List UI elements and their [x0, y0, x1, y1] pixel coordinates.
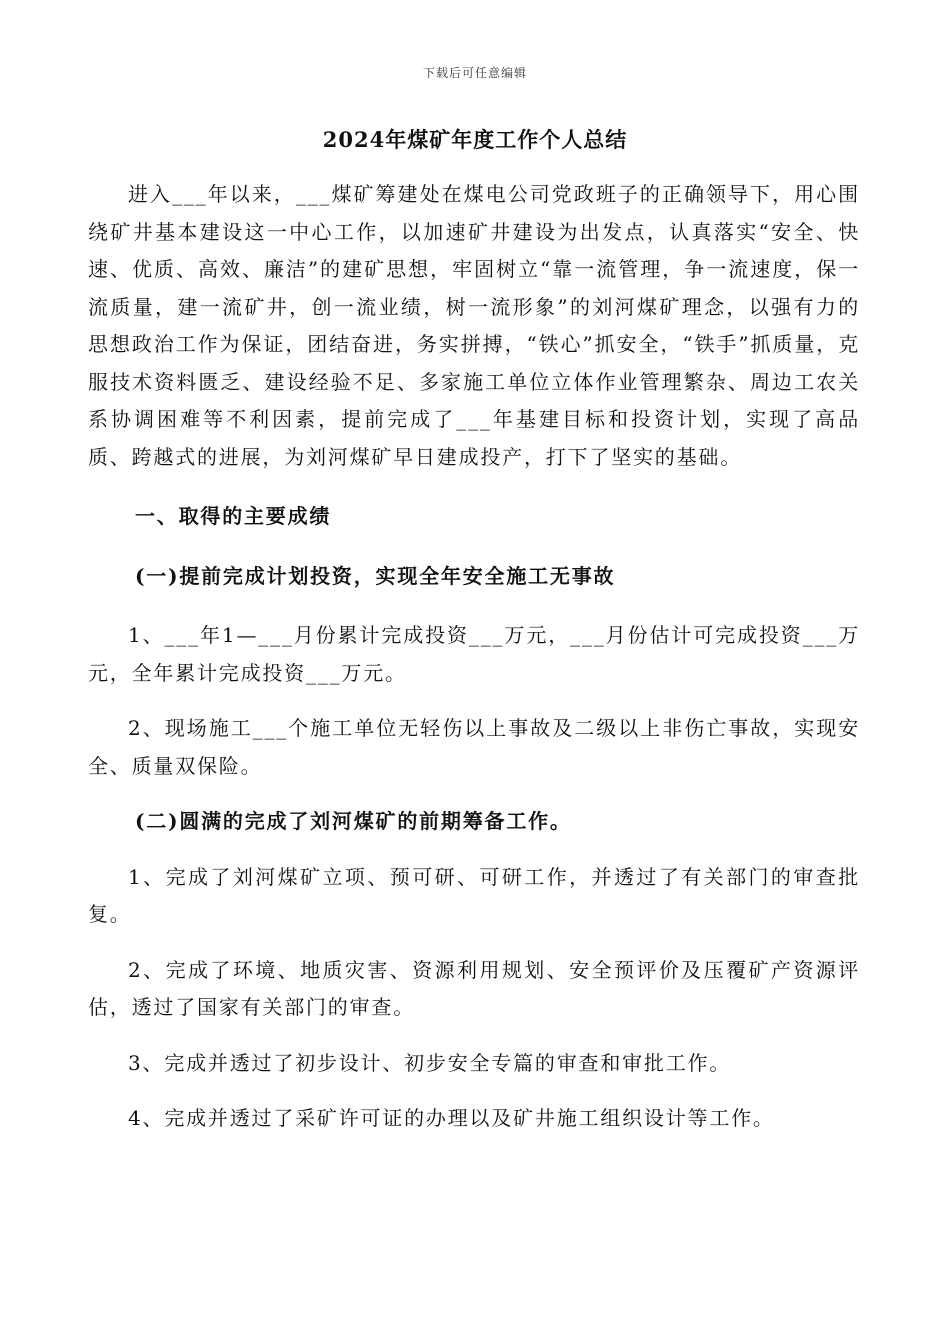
subsection-heading-preparation: (二)圆满的完成了刘河煤矿的前期筹备工作。: [135, 809, 572, 833]
document-body: [88, 176, 860, 1138]
header-note: 下载后可任意编辑: [422, 66, 527, 80]
document-title: 2024年煤矿年度工作个人总结: [322, 127, 628, 152]
list-item-approval: 1、完成了刘河煤矿立项、预可研、可研工作，并透过了有关部门的审查批复。: [88, 864, 860, 926]
list-item-investment: 1、___年1—___月份累计完成投资___万元，___月份估计可完成投资___万元，全年累计完成投资___万元。: [88, 623, 860, 685]
list-item-design: 3、完成并透过了初步设计、初步安全专篇的审查和审批工作。: [128, 1050, 732, 1075]
list-item-license: 4、完成并透过了采矿许可证的办理以及矿井施工组织设计等工作。: [128, 1106, 775, 1130]
subsection-heading-investment: (一)提前完成计划投资，实现全年安全施工无事故: [135, 563, 616, 588]
section-heading-achievements: 一、取得的主要成绩: [135, 504, 332, 528]
list-item-safety: 2、现场施工___个施工单位无轻伤以上事故及二级以上非伤亡事故，实现安全、质量双保险。: [88, 716, 860, 778]
list-item-assessment: 2、完成了环境、地质灾害、资源利用规划、安全预评价及压覆矿产资源评估，透过了国家有关部门的审查。: [88, 957, 860, 1019]
intro-paragraph: 进入___年以来，___煤矿筹建处在煤电公司党政班子的正确领导下，用心围绕矿井基本建设这一中心工作，以加速矿井建设为出发点，认真落实“安全、快速、优质、高效、廉洁”的建矿思想，牢固树立“靠一流管理，争一流速度，保一流质量，建一流矿井，创一流业绩，树一流形象”的刘河煤矿理念，以强有力的思想政治工作为保证，团结奋进，务实拼搏，“铁心”抓安全，“铁手”抓质量，克服技术资料匮乏、建设经验不足、多家施工单位立体作业管理繁杂、周边工农关系协调困难等不利因素，提前完成了___年基建目标和投资计划，实现了高品质、跨越式的进展，为刘河煤矿早日建成投产，打下了坚实的基础。: [88, 182, 860, 469]
